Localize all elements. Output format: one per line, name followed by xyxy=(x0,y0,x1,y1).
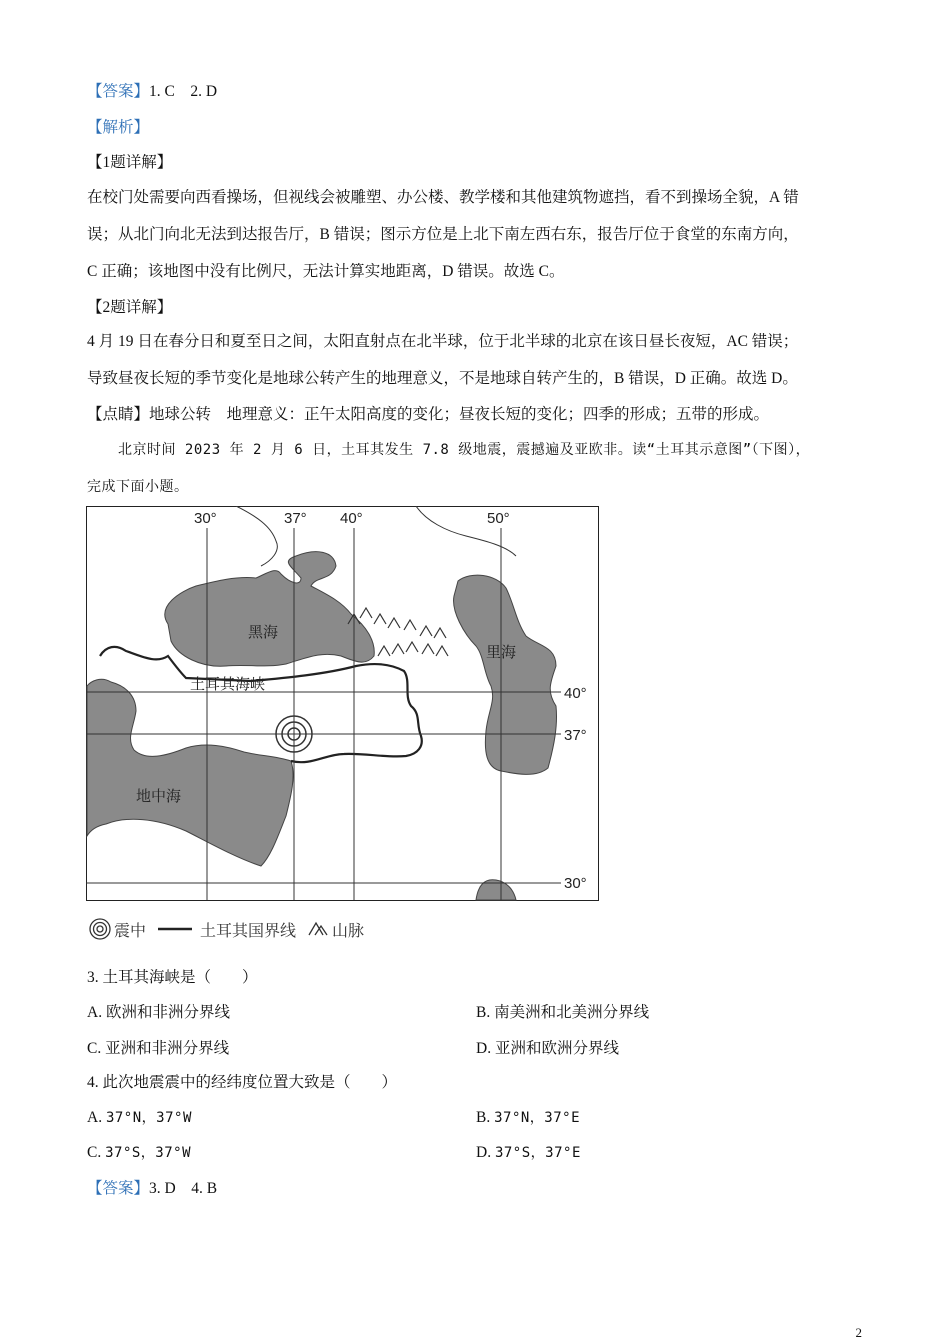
lon-label-30: 30° xyxy=(194,510,217,527)
epicenter-legend-icon xyxy=(88,917,114,941)
intro-line-2: 完成下面小题。 xyxy=(87,479,189,495)
map-legend xyxy=(88,917,374,941)
q4-option-b-value: 37°N，37°E xyxy=(494,1110,581,1126)
lat-label-40: 40° xyxy=(564,685,587,702)
answer-tag-2: 【答案】 xyxy=(87,1180,150,1197)
page-number: 2 xyxy=(855,1325,862,1340)
q2-detail-tag: 【2题详解】 xyxy=(87,299,173,316)
answer-line-1 xyxy=(87,82,217,102)
lon-label-50: 50° xyxy=(487,510,510,527)
q4-option-a xyxy=(87,1108,192,1128)
q3-option-d: D. 亚洲和欧洲分界线 xyxy=(476,1040,619,1057)
caspian-sea-label: 里海 xyxy=(486,644,517,661)
q4-option-a-value: 37°N，37°W xyxy=(105,1110,192,1126)
legend-mountain: 山脉 xyxy=(332,922,365,940)
q3-stem: 3. 土耳其海峡是（ ） xyxy=(87,969,258,986)
answer-line-2 xyxy=(87,1179,217,1199)
q4-option-d xyxy=(476,1143,581,1163)
point-tag: 【点睛】 xyxy=(87,406,150,423)
q4-option-d-value: 37°S，37°E xyxy=(494,1145,581,1161)
answer-text: 1. C 2. D xyxy=(149,83,218,100)
analysis-tag: 【解析】 xyxy=(87,119,150,136)
q4-option-a-letter: A. xyxy=(87,1109,103,1126)
q3-option-c: C. 亚洲和非洲分界线 xyxy=(87,1040,230,1057)
answer-text-2: 3. D 4. B xyxy=(149,1180,218,1197)
lat-label-30: 30° xyxy=(564,875,587,892)
q1-line-1: 在校门处需要向西看操场，但视线会被雕塑、办公楼、教学楼和其他建筑物遮挡，看不到操场全貌，A 错 xyxy=(87,189,799,206)
q4-option-b xyxy=(476,1108,580,1128)
lon-label-40: 40° xyxy=(340,510,363,527)
q3-option-a: A. 欧洲和非洲分界线 xyxy=(87,1004,230,1021)
q4-option-d-letter: D. xyxy=(476,1144,492,1161)
strait-label: 土耳其海峡 xyxy=(190,676,266,693)
q4-option-c-value: 37°S，37°W xyxy=(105,1145,192,1161)
intro-line-1: 北京时间 2023 年 2 月 6 日，土耳其发生 7.8 级地震，震撼遍及亚欧非。读“土耳其示意图”（下图）， xyxy=(118,442,811,458)
q1-line-2: 误；从北门向北无法到达报告厅，B 错误；图示方位是上北下南左西右东，报告厅位于食堂的东南方向， xyxy=(87,226,799,243)
lon-label-37: 37° xyxy=(284,510,307,527)
q4-option-b-letter: B. xyxy=(476,1109,491,1126)
q1-line-3: C 正确；该地图中没有比例尺，无法计算实地距离，D 错误。故选 C。 xyxy=(87,263,565,280)
q4-option-c-letter: C. xyxy=(87,1144,102,1161)
turkey-map xyxy=(86,506,599,901)
point-line xyxy=(87,405,769,425)
legend-epicenter: 震中 xyxy=(114,922,147,940)
point-text: 地球公转 地理意义：正午太阳高度的变化；昼夜长短的变化；四季的形成；五带的形成。 xyxy=(149,406,770,423)
answer-tag: 【答案】 xyxy=(87,83,150,100)
q2-line-2: 导致昼夜长短的季节变化是地球公转产生的地理意义，不是地球自转产生的，B 错误，D 正确。故选 D。 xyxy=(87,370,798,387)
legend-border: 土耳其国界线 xyxy=(200,922,297,940)
lat-label-37: 37° xyxy=(564,727,587,744)
black-sea-label: 黑海 xyxy=(248,624,279,641)
mediterranean-label: 地中海 xyxy=(136,788,182,805)
q4-stem: 4. 此次地震震中的经纬度位置大致是（ ） xyxy=(87,1074,398,1091)
mountain-legend-icon xyxy=(306,917,332,941)
border-legend-icon xyxy=(156,917,194,941)
q2-line-1: 4 月 19 日在春分日和夏至日之间，太阳直射点在北半球，位于北半球的北京在该日昼长夜短，AC 错误； xyxy=(87,333,799,350)
q1-detail-tag: 【1题详解】 xyxy=(87,154,173,171)
q3-option-b: B. 南美洲和北美洲分界线 xyxy=(476,1004,650,1021)
q4-option-c xyxy=(87,1143,191,1163)
